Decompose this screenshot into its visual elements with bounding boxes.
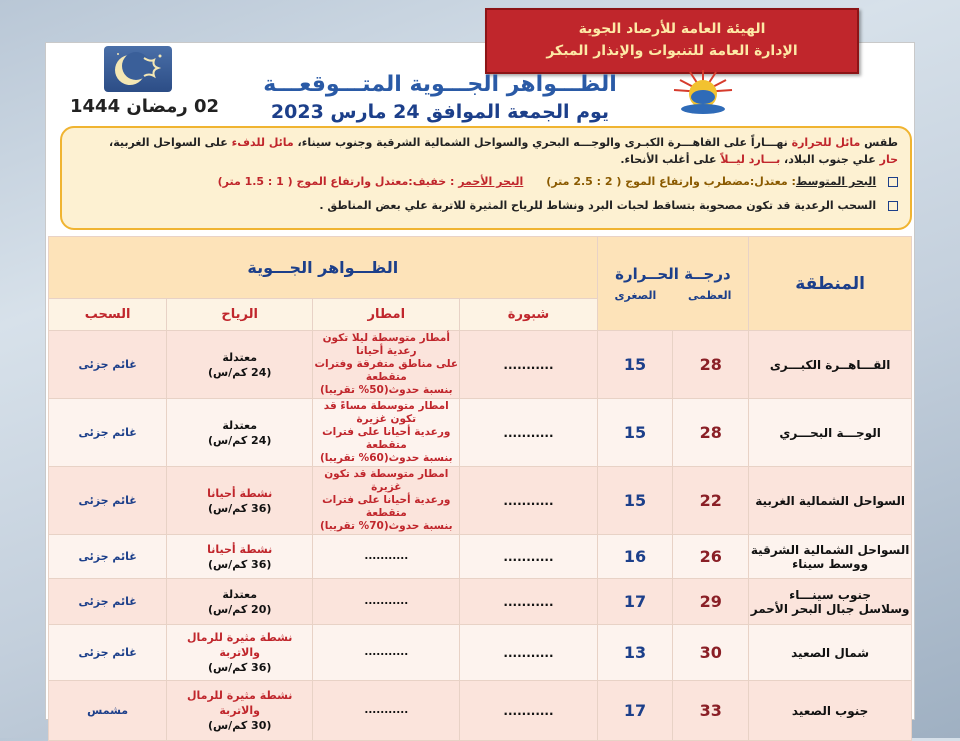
checkbox-bullet-icon bbox=[888, 177, 898, 187]
rain-cell bbox=[313, 681, 460, 741]
region-cell bbox=[749, 535, 912, 579]
min-temp: 16 bbox=[597, 535, 673, 579]
max-temp: 33 bbox=[673, 681, 749, 741]
highlight: حار bbox=[879, 153, 898, 166]
rain-line: ........... bbox=[364, 550, 409, 562]
max-temp: 28 bbox=[673, 331, 749, 399]
sea-state-row bbox=[74, 172, 898, 192]
rain-line: ........... bbox=[364, 646, 409, 658]
rain-cell bbox=[313, 331, 460, 399]
rain-line: بنسبة حدوث(70% تقريبا) bbox=[320, 520, 453, 532]
text: على السواحل الغربية، bbox=[109, 136, 232, 149]
region-name: السواحل الشمالية الغربية bbox=[755, 493, 905, 508]
wind-desc: نشطة أحيانا bbox=[207, 542, 273, 556]
text: على أغلب الأنحاء. bbox=[620, 153, 721, 166]
min-temp: 15 bbox=[597, 399, 673, 467]
region-cell bbox=[749, 681, 912, 741]
region-name: الوجـــة البحـــري bbox=[779, 425, 881, 440]
wind-cell bbox=[167, 467, 313, 535]
region-cell bbox=[749, 579, 912, 625]
region-name: القـــاهــرة الكبـــرى bbox=[769, 357, 891, 372]
wind-desc: معتدلة bbox=[222, 418, 258, 432]
rain-cell bbox=[313, 535, 460, 579]
highlight: مائل للدفء bbox=[231, 136, 294, 149]
fog-cell: ........... bbox=[460, 399, 597, 467]
rain-cell bbox=[313, 399, 460, 467]
rain-line: بنسبة حدوث(50% تقريبا) bbox=[320, 384, 453, 396]
sea-state: : معتدل:مضطرب وارتفاع الموج ( 2 : 2.5 متر) bbox=[546, 175, 796, 188]
col-header-min: الصغرى bbox=[614, 289, 657, 302]
col-header-region bbox=[749, 237, 912, 331]
checkbox-bullet-icon bbox=[888, 201, 898, 211]
wind-speed: (36 كم/س) bbox=[207, 501, 272, 515]
cloud-cell: غائم جزئى bbox=[49, 399, 167, 467]
region-name: السواحل الشمالية الشرقية bbox=[750, 542, 910, 557]
rain-line: بنسبة حدوث(60% تقريبا) bbox=[320, 452, 453, 464]
max-temp: 22 bbox=[673, 467, 749, 535]
cloud-cell: غائم جزئى bbox=[49, 625, 167, 681]
col-header-wind: الرياح bbox=[167, 299, 313, 331]
table-row bbox=[49, 625, 912, 681]
highlight: مائل للحرارة bbox=[791, 136, 861, 149]
header-label: درجــة الحــرارة bbox=[615, 265, 731, 283]
sea-state: : خفيف:معتدل وارتفاع الموج ( 1 : 1.5 متر) bbox=[217, 175, 459, 188]
fog-cell: ........... bbox=[460, 535, 597, 579]
cloud-cell: مشمس bbox=[49, 681, 167, 741]
wind-desc: معتدلة bbox=[222, 350, 258, 364]
table-row bbox=[49, 467, 912, 535]
table-row bbox=[49, 535, 912, 579]
region-cell bbox=[749, 625, 912, 681]
table-row bbox=[49, 681, 912, 741]
fog-cell: ........... bbox=[460, 467, 597, 535]
rain-line: ........... bbox=[364, 595, 409, 607]
note-text: السحب الرعدية قد تكون مصحوبة بتساقط لحبات البرد ونشاط للرياح المثيرة للاتربة علي بعض المناطق . bbox=[319, 199, 877, 212]
hijri-date: 02 رمضان 1444 bbox=[70, 96, 220, 117]
header-label: المنطقة bbox=[795, 273, 865, 294]
rain-line: ورعدية أحيانا على فترات متقطعة bbox=[322, 426, 451, 451]
region-cell bbox=[749, 399, 912, 467]
col-header-clouds: السحب bbox=[49, 299, 167, 331]
wind-desc: نشطة أحيانا bbox=[207, 486, 273, 500]
forecast-table bbox=[48, 236, 912, 741]
wind-desc: نشطة مثيرة للرمال والاتربة bbox=[186, 689, 293, 717]
wind-speed: (24 كم/س) bbox=[207, 433, 272, 447]
text: نهـــاراً على القاهـــرة الكبـرى والوجـــه البحري والسواحل الشمالية الشرقية وجنوب سيناء، bbox=[293, 136, 792, 149]
sea-name: البحر المتوسط bbox=[795, 175, 877, 188]
max-temp: 30 bbox=[673, 625, 749, 681]
rain-line: أمطار متوسطة ليلا تكون رعدية أحيانا bbox=[322, 332, 450, 357]
forecast-date: يوم الجمعة الموافق 24 مارس 2023 bbox=[270, 101, 610, 123]
col-header-phenomena bbox=[49, 237, 598, 299]
cloud-cell: غائم جزئى bbox=[49, 331, 167, 399]
wind-speed: (24 كم/س) bbox=[207, 365, 272, 379]
org-department: الإدارة العامة للتنبوات والإنذار المبكر bbox=[546, 43, 798, 59]
region-name-2: ووسط سيناء bbox=[792, 556, 869, 571]
table-row bbox=[49, 399, 912, 467]
rain-cell bbox=[313, 625, 460, 681]
min-temp: 15 bbox=[597, 331, 673, 399]
rain-line: على مناطق متفرقة وفترات متقطعة bbox=[314, 358, 459, 383]
page-title: الظـــواهر الجـــوية المتـــوقعـــة bbox=[263, 72, 617, 97]
egyptian-meteorological-authority-logo bbox=[670, 68, 736, 116]
region-cell bbox=[749, 467, 912, 535]
region-name-2: وسلاسل جبال البحر الأحمر bbox=[750, 601, 910, 616]
forecast-paragraph bbox=[74, 134, 898, 168]
wind-cell bbox=[167, 625, 313, 681]
forecast-summary-box bbox=[60, 126, 912, 230]
min-temp: 15 bbox=[597, 467, 673, 535]
wind-speed: (36 كم/س) bbox=[207, 557, 272, 571]
cloud-cell: غائم جزئى bbox=[49, 535, 167, 579]
note-row bbox=[74, 196, 898, 216]
wind-desc: معتدلة bbox=[222, 587, 258, 601]
col-header-fog: شبورة bbox=[460, 299, 597, 331]
wind-speed: (20 كم/س) bbox=[207, 602, 272, 616]
fog-cell: ........... bbox=[460, 331, 597, 399]
text: علي جنوب البلاد، bbox=[780, 153, 880, 166]
min-temp: 17 bbox=[597, 681, 673, 741]
org-name: الهيئة العامة للأرصاد الجوية bbox=[578, 21, 766, 37]
region-name: جنوب سينـــاء bbox=[789, 587, 872, 602]
header-label: الظـــواهر الجـــوية bbox=[247, 258, 399, 277]
wind-speed: (30 كم/س) bbox=[207, 719, 272, 732]
col-header-temperature bbox=[597, 237, 749, 331]
rain-line: امطار متوسطة قد تكون غزيرة bbox=[324, 468, 449, 493]
text: طقس bbox=[860, 136, 898, 149]
fog-cell: ........... bbox=[460, 681, 597, 741]
max-temp: 26 bbox=[673, 535, 749, 579]
col-header-rain: امطار bbox=[313, 299, 460, 331]
min-temp: 17 bbox=[597, 579, 673, 625]
highlight: بـــارد ليــلاً bbox=[720, 153, 781, 166]
max-temp: 29 bbox=[673, 579, 749, 625]
table-row bbox=[49, 331, 912, 399]
max-temp: 28 bbox=[673, 399, 749, 467]
region-name: شمال الصعيد bbox=[791, 645, 870, 660]
table-row bbox=[49, 579, 912, 625]
rain-cell bbox=[313, 467, 460, 535]
rain-line: ورعدية أحيانا على فترات متقطعة bbox=[322, 494, 451, 519]
wind-cell bbox=[167, 579, 313, 625]
wind-cell bbox=[167, 535, 313, 579]
fog-cell: ........... bbox=[460, 579, 597, 625]
region-name: جنوب الصعيد bbox=[791, 703, 869, 718]
cloud-cell: غائم جزئى bbox=[49, 467, 167, 535]
sea-name: البحر الأحمر bbox=[458, 175, 524, 188]
ramadan-crescent-icon bbox=[104, 46, 172, 92]
col-header-max: العظمى bbox=[688, 289, 732, 302]
fog-cell: ........... bbox=[460, 625, 597, 681]
rain-cell bbox=[313, 579, 460, 625]
wind-cell bbox=[167, 681, 313, 741]
wind-speed: (36 كم/س) bbox=[207, 661, 272, 674]
organization-banner bbox=[485, 8, 859, 74]
region-cell bbox=[749, 331, 912, 399]
wind-cell bbox=[167, 399, 313, 467]
min-temp: 13 bbox=[597, 625, 673, 681]
rain-line: ........... bbox=[364, 704, 409, 716]
wind-desc: نشطة مثيرة للرمال والاتربة bbox=[186, 631, 293, 659]
rain-line: امطار متوسطة مساءً قد تكون غزيرة bbox=[323, 400, 449, 425]
wind-cell bbox=[167, 331, 313, 399]
cloud-cell: غائم جزئى bbox=[49, 579, 167, 625]
